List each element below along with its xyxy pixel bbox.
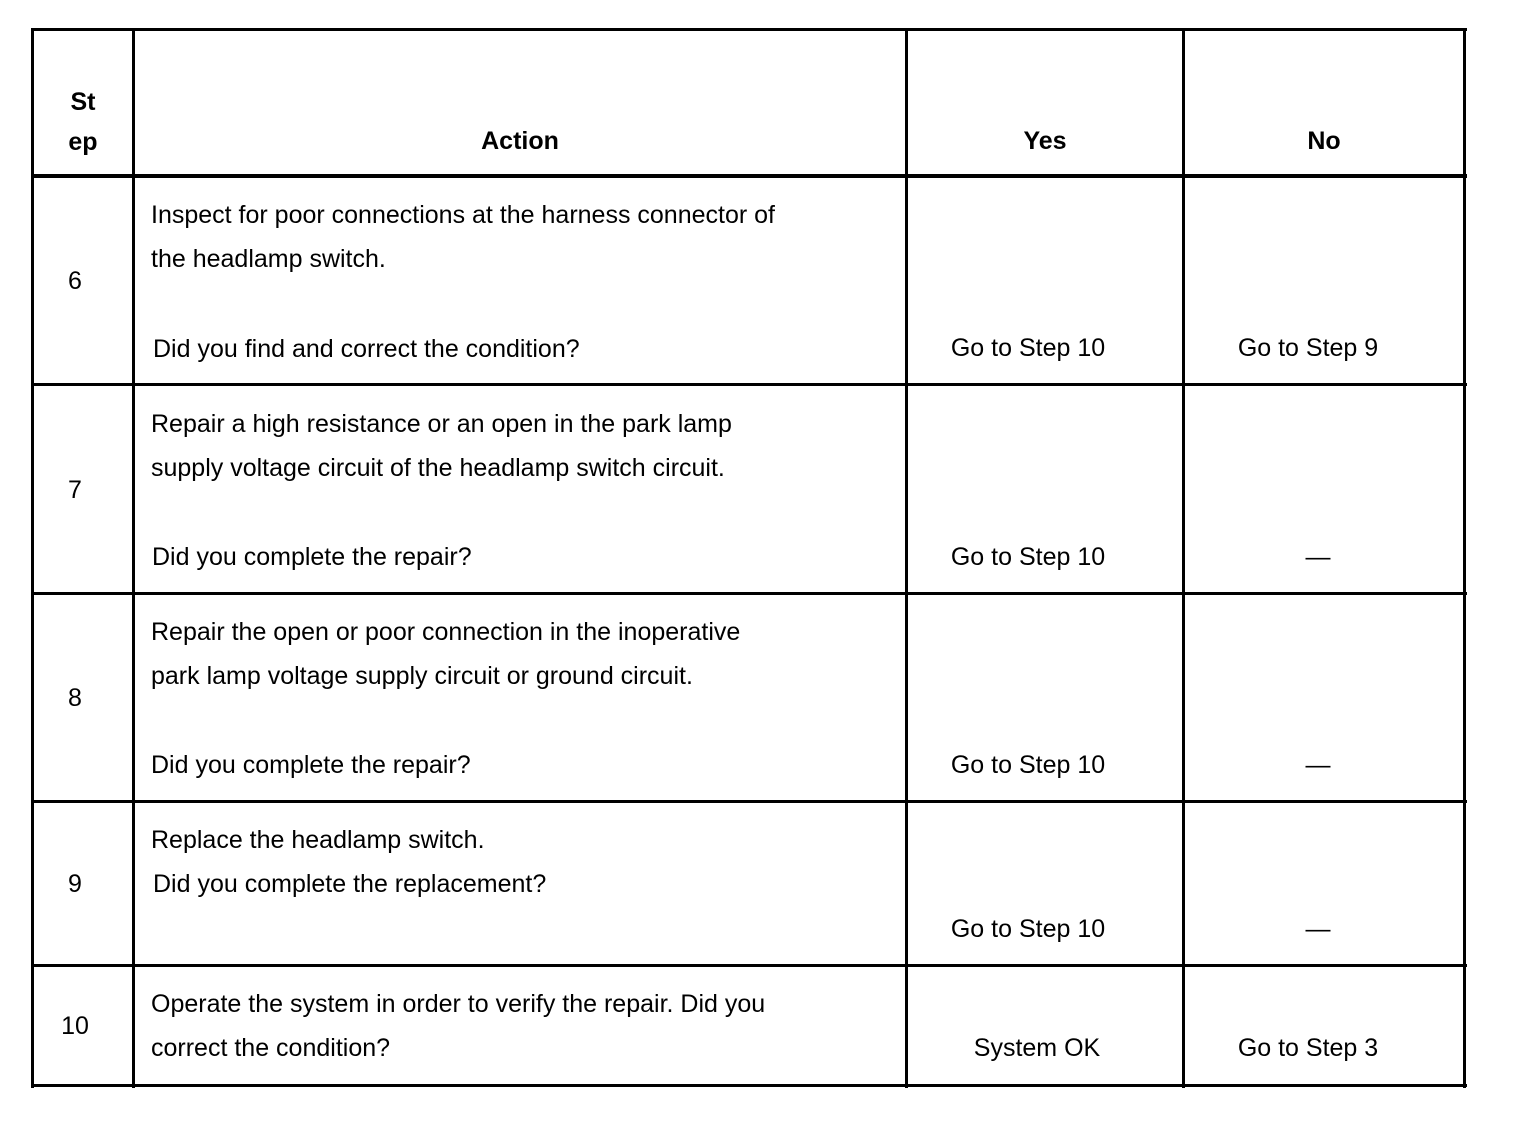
action-question: Did you complete the repair? <box>151 751 471 779</box>
yes-result: Go to Step 10 <box>950 543 1106 571</box>
header-step-line1: St <box>70 88 96 116</box>
header-divider <box>31 174 1467 178</box>
table-border-top <box>31 28 1467 31</box>
header-step-line2: ep <box>68 128 98 156</box>
action-question: Did you complete the replacement? <box>153 870 547 898</box>
table-border-bottom <box>31 1084 1467 1087</box>
header-no: No <box>1307 127 1341 155</box>
step-number: 9 <box>68 870 82 898</box>
yes-result: Go to Step 10 <box>950 915 1106 943</box>
table-border-right <box>1463 28 1466 1088</box>
action-text: Repair the open or poor connection in the inoperative <box>151 618 741 646</box>
step-number: 6 <box>68 267 82 295</box>
action-question: Did you find and correct the condition? <box>153 335 580 363</box>
no-result: Go to Step 9 <box>1237 334 1379 362</box>
action-text: the headlamp switch. <box>151 245 386 273</box>
row-divider <box>31 800 1467 803</box>
column-divider <box>132 28 135 1088</box>
row-divider <box>31 592 1467 595</box>
action-text: Repair a high resistance or an open in the park lamp <box>151 410 732 438</box>
step-number: 8 <box>68 684 82 712</box>
action-text: park lamp voltage supply circuit or ground circuit. <box>151 662 693 690</box>
no-result: — <box>1305 543 1331 571</box>
row-divider <box>31 964 1467 967</box>
diagnostic-table <box>31 28 1467 1088</box>
action-text: Replace the headlamp switch. <box>151 826 485 854</box>
header-yes: Yes <box>1023 127 1067 155</box>
action-text: supply voltage circuit of the headlamp switch circuit. <box>151 454 725 482</box>
row-divider <box>31 383 1467 386</box>
yes-result: Go to Step 10 <box>950 334 1106 362</box>
header-action: Action <box>481 127 559 155</box>
step-number: 10 <box>61 1012 89 1040</box>
action-text: Operate the system in order to verify the repair. Did you <box>151 990 766 1018</box>
yes-result: System OK <box>973 1034 1101 1062</box>
no-result: Go to Step 3 <box>1237 1034 1379 1062</box>
yes-result: Go to Step 10 <box>950 751 1106 779</box>
no-result: — <box>1305 915 1331 943</box>
step-number: 7 <box>68 476 82 504</box>
action-text: correct the condition? <box>151 1034 391 1062</box>
action-question: Did you complete the repair? <box>152 543 472 571</box>
action-text: Inspect for poor connections at the harness connector of <box>151 201 775 229</box>
no-result: — <box>1305 751 1331 779</box>
table-border-left <box>31 28 34 1088</box>
